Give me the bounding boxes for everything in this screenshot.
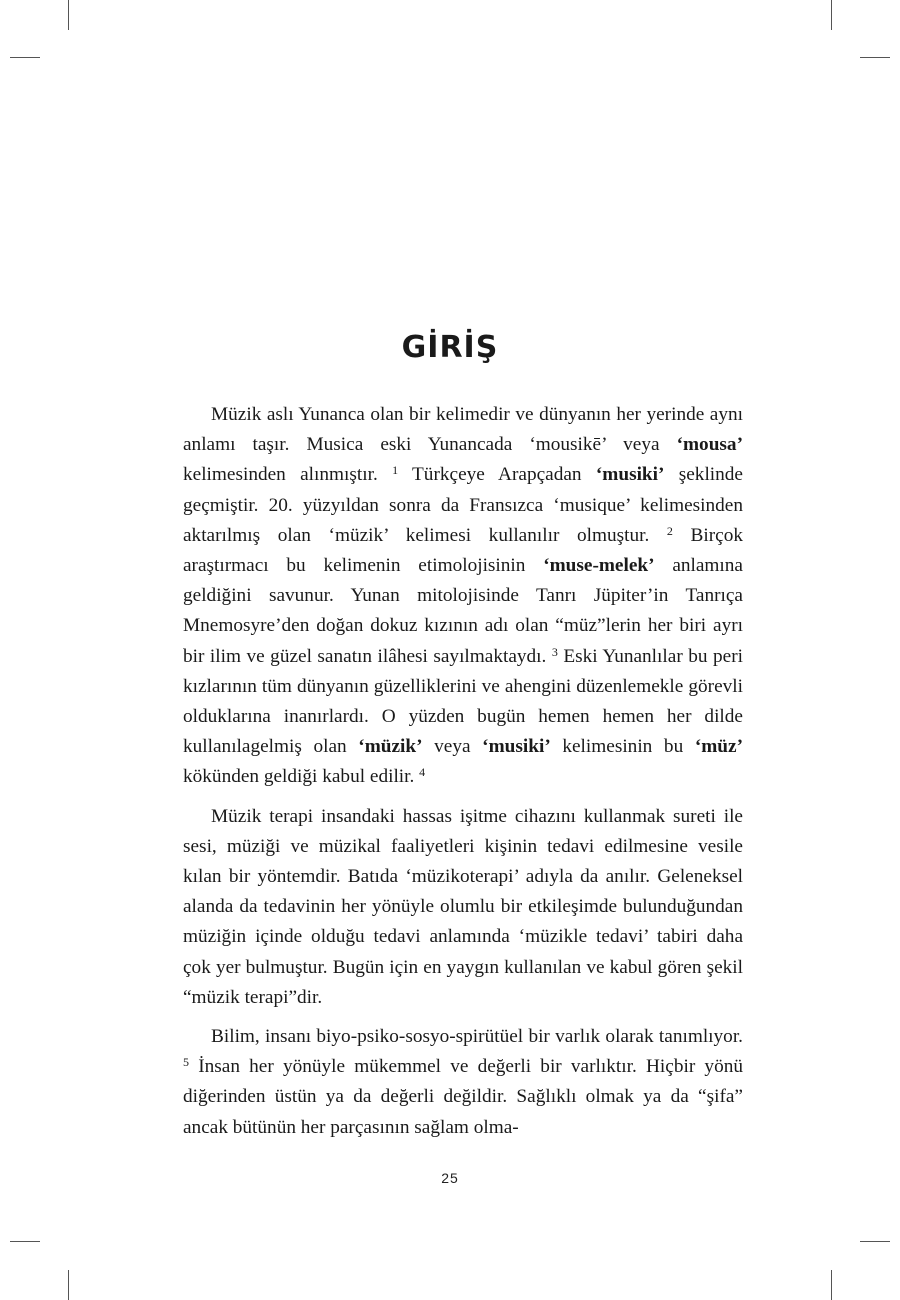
footnote-marker: 5 (183, 1055, 189, 1070)
text-run: İnsan her yönüyle mükemmel ve değerli bir varlıktır. Hiçbir yönü diğerinden üstün ya da değerli değildir. Sağlıklı olmak ya da “şifa” ancak bütünün her parçasının sağlam olma- (183, 1056, 743, 1138)
text-run: şeklinde geçmiştir. 20. yüzyıldan sonra da Fransızca ‘musique’ kelimesinden aktarılmış olan ‘müzik’ kelimesi kullanılır olmuştur. (183, 464, 743, 546)
text-run: Müzik aslı Yunanca olan bir kelimedir ve dünyanın her yerinde aynı anlamı taşır. Musica eski Yunancada ‘mousikē’ veya (183, 404, 743, 456)
footnote-marker: 1 (392, 463, 399, 478)
crop-mark-top-left (68, 0, 69, 30)
text-run: kelimesinin bu (550, 736, 695, 758)
paragraph (183, 400, 743, 793)
text-run: kökünden geldiği kabul edilir. (183, 766, 420, 788)
body-text (183, 400, 743, 1152)
bold-term: ‘müz’ (694, 736, 743, 758)
text-run: anlamına geldiğini savunur. Yunan mitolojisinde Tanrı Jüpiter’in Tanrıça Mnemosyre’den doğan dokuz kızının adı olan “müz”lerin her biri ayrı bir ilim ve güzel sanatın ilâhesi sayılmaktaydı. (183, 555, 743, 667)
crop-mark-left-top (10, 57, 40, 58)
crop-mark-bottom-left (68, 1270, 69, 1300)
chapter-title: GİRİŞ (401, 330, 499, 365)
paragraph (183, 1022, 743, 1143)
text-run: Bilim, insanı biyo-psiko-sosyo-spirütüel bir varlık olarak tanımlıyor. (211, 1026, 743, 1048)
text-run: veya (422, 736, 483, 758)
footnote-marker: 2 (666, 523, 673, 538)
text-run: Birçok araştırmacı bu kelimenin etimolojisinin (183, 524, 743, 577)
crop-mark-left-bottom (10, 1241, 40, 1242)
crop-mark-right-bottom (860, 1241, 890, 1242)
footnote-marker: 4 (419, 765, 426, 780)
text-run: Müzik terapi insandaki hassas işitme cihazını kullanmak sureti ile sesi, müziği ve müzikal faaliyetleri kişinin tedavi edilmesine vesile kılan bir yöntemdir. Batıda ‘müzikoterapi’ adıyla da anılır. Geleneksel alanda da tedavinin her yönüyle olumlu bir etkileşimde bulunduğundan müziğin içinde olduğu tedavi anlamında ‘müzikle tedavi’ tabiri daha çok yer bulmuştur. Bugün için en yaygın kullanılan ve kabul gören şekil “müzik terapi”dir. (183, 805, 743, 1008)
bold-term: ‘mousa’ (676, 434, 743, 456)
bold-term: ‘müzik’ (358, 736, 423, 758)
crop-mark-top-right (831, 0, 832, 30)
text-run: Türkçeye Arapçadan (398, 464, 596, 486)
bold-term: ‘musiki’ (595, 464, 665, 486)
bold-term: ‘musiki’ (482, 736, 551, 758)
crop-mark-bottom-right (831, 1270, 832, 1300)
paragraph (183, 802, 743, 1013)
page-number: 25 (441, 1170, 459, 1186)
crop-mark-right-top (860, 57, 890, 58)
footnote-marker: 3 (551, 644, 558, 659)
text-run: kelimesinden alınmıştır. (183, 464, 393, 486)
bold-term: ‘muse-melek’ (543, 555, 655, 577)
text-run: Eski Yunanlılar bu peri kızlarının tüm dünyanın güzelliklerini ve ahengini düzenlemekle görevli olduklarına inanırlardı. O yüzden bugün hemen hemen her dilde kullanılagelmiş olan (183, 645, 743, 758)
